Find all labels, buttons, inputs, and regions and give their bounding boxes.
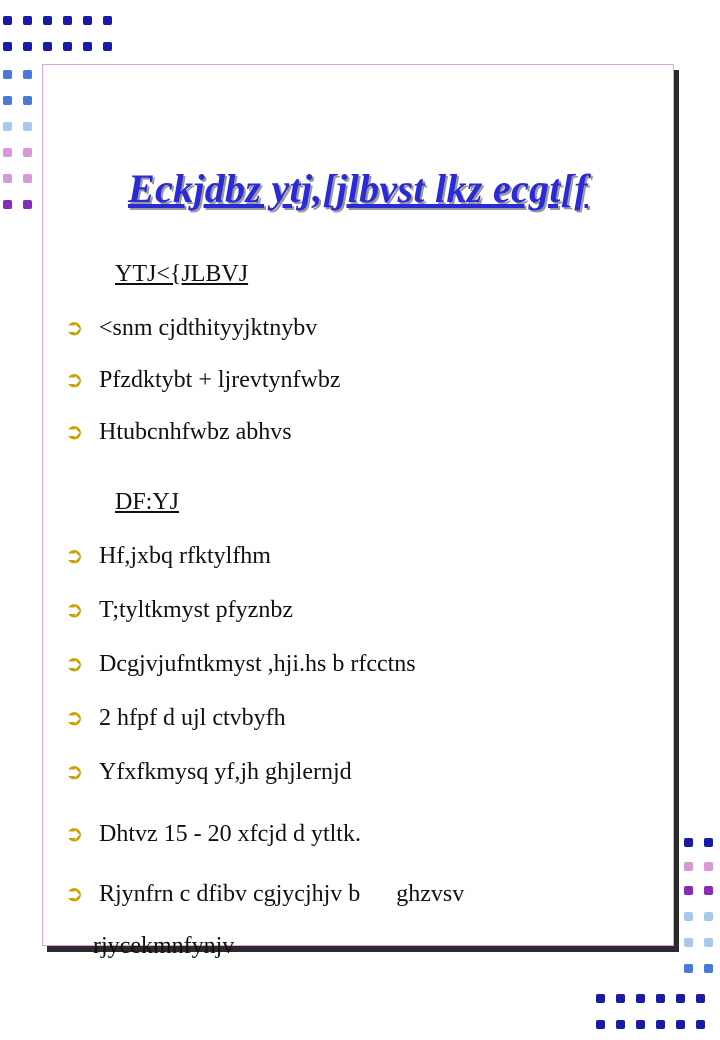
decorative-dot (684, 838, 693, 847)
list-item: ➲ Pfzdktybt + ljrevtynfwbz (65, 367, 341, 393)
list-item: ➲ T;tyltkmyst pfyznbz (65, 597, 293, 623)
decorative-dot (684, 938, 693, 947)
arrow-bullet-icon: ➲ (65, 316, 84, 341)
decorative-dot (43, 42, 52, 51)
arrow-bullet-icon: ➲ (65, 544, 84, 569)
decorative-dot (23, 200, 32, 209)
decorative-dot (596, 994, 605, 1003)
decorative-dot (684, 862, 693, 871)
list-item: ➲ Rjynfrn c dfibv cgjycjhjv b ghzvsv (65, 881, 465, 907)
list-item: ➲ Dcgjvjufntkmyst ,hji.hs b rfcctns (65, 651, 416, 677)
decorative-dot (3, 200, 12, 209)
decorative-dot (684, 886, 693, 895)
list-item: ➲ Yfxfkmysq yf,jh ghjlernjd (65, 759, 352, 785)
decorative-dot (23, 174, 32, 183)
decorative-dot (23, 16, 32, 25)
decorative-dot (63, 16, 72, 25)
decorative-dot (83, 42, 92, 51)
decorative-dot (704, 886, 713, 895)
decorative-dot (3, 174, 12, 183)
arrow-bullet-icon: ➲ (65, 882, 84, 907)
list-item: ➲ Dhtvz 15 - 20 xfcjd d ytltk. (65, 821, 361, 847)
decorative-dot (676, 994, 685, 1003)
arrow-bullet-icon: ➲ (65, 420, 84, 445)
slide (42, 64, 674, 959)
decorative-dot (23, 42, 32, 51)
list-item: ➲ Htubcnhfwbz abhvs (65, 419, 292, 445)
decorative-dot (63, 42, 72, 51)
decorative-dot (704, 838, 713, 847)
decorative-dot (704, 862, 713, 871)
decorative-dot (704, 964, 713, 973)
decorative-dot (3, 16, 12, 25)
decorative-dot (3, 70, 12, 79)
decorative-dot (596, 1020, 605, 1029)
decorative-dot (656, 994, 665, 1003)
arrow-bullet-icon: ➲ (65, 598, 84, 623)
list-item: ➲ Hf,jxbq rfktylfhm (65, 543, 271, 569)
slide-title: Eckjdbz ytj,[jlbvst lkz ecgt[f (127, 166, 588, 211)
decorative-dot (83, 16, 92, 25)
section-heading-2: DF:YJ (115, 489, 180, 515)
decorative-dot (3, 122, 12, 131)
decorative-dot (3, 148, 12, 157)
decorative-dot (676, 1020, 685, 1029)
decorative-dot (704, 912, 713, 921)
arrow-bullet-icon: ➲ (65, 706, 84, 731)
decorative-dot (103, 16, 112, 25)
decorative-dot (696, 994, 705, 1003)
decorative-dot (656, 1020, 665, 1029)
list-item: ➲ <snm cjdthityyjktnybv (65, 315, 318, 341)
decorative-dot (636, 1020, 645, 1029)
decorative-dot (704, 938, 713, 947)
decorative-dot (696, 1020, 705, 1029)
list-item-continuation: rjycekmnfynjv (93, 933, 235, 959)
decorative-dot (23, 96, 32, 105)
decorative-dot (103, 42, 112, 51)
list-item: ➲ 2 hfpf d ujl ctvbyfh (65, 705, 286, 731)
decorative-dot (684, 964, 693, 973)
arrow-bullet-icon: ➲ (65, 368, 84, 393)
arrow-bullet-icon: ➲ (65, 760, 84, 785)
section-heading-1: YTJ<{JLBVJ (115, 261, 249, 287)
decorative-dot (23, 70, 32, 79)
arrow-bullet-icon: ➲ (65, 652, 84, 677)
decorative-dot (616, 1020, 625, 1029)
decorative-dot (23, 122, 32, 131)
decorative-dot (23, 148, 32, 157)
decorative-dot (616, 994, 625, 1003)
arrow-bullet-icon: ➲ (65, 822, 84, 847)
decorative-dot (3, 96, 12, 105)
decorative-dot (684, 912, 693, 921)
decorative-dot (3, 42, 12, 51)
decorative-dot (43, 16, 52, 25)
decorative-dot (636, 994, 645, 1003)
